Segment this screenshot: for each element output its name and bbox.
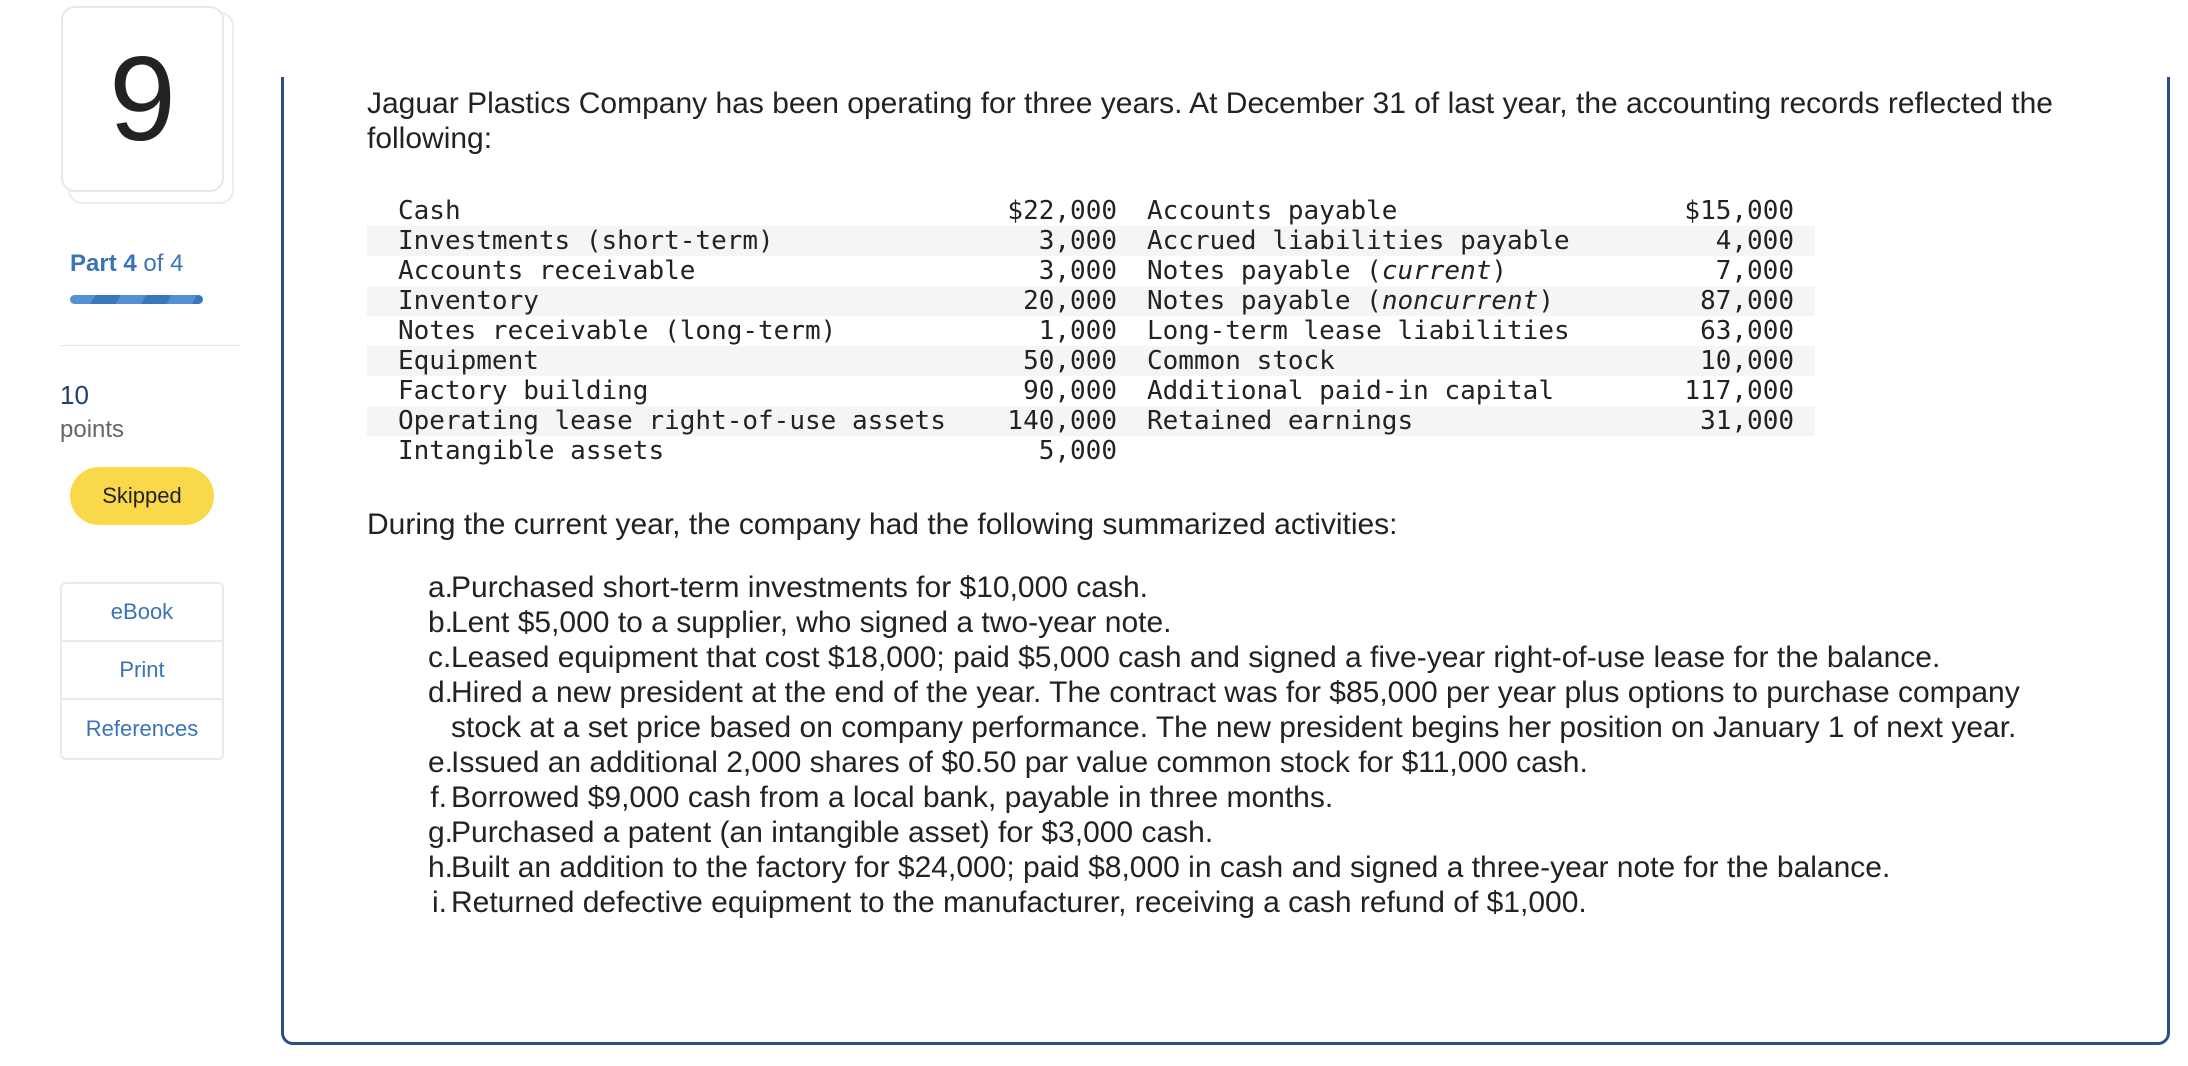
asset-account: Investments (short-term) (398, 226, 774, 256)
activity-marker: h. (428, 851, 454, 884)
activity-text: Purchased short-term investments for $10,000 cash. (451, 571, 1149, 604)
liability-equity-amount: 7,000 (1715, 256, 1794, 286)
references-link[interactable]: References (85, 716, 199, 741)
asset-account: Operating lease right-of-use assets (398, 406, 946, 436)
activity-text: Built an addition to the factory for $24,000; paid $8,000 in cash and signed a three-year note for the balance. (451, 851, 1891, 884)
activities-list (428, 570, 2068, 920)
liability-equity-account (1117, 256, 1659, 286)
table-row (367, 436, 1815, 466)
account-name: Accounts payable (1147, 196, 1398, 226)
liability-equity-account (1117, 316, 1659, 346)
activity-text: Leased equipment that cost $18,000; paid $5,000 cash and signed a five-year right-of-use lease for the balance. (451, 641, 1941, 674)
liability-equity-account (1117, 346, 1659, 376)
status-badge: Skipped (70, 467, 214, 525)
activity-text: Hired a new president at the end of the year. The contract was for $85,000 per year plus options to purchase company stock at a set price based on company performance. The new president begins her position on January 1 of next year. (451, 676, 2020, 744)
question-intro: Jaguar Plastics Company has been operating for three years. At December 31 of last year, the accounting records reflected the following: (367, 87, 2053, 155)
part-indicator (70, 250, 183, 278)
activity-item (428, 815, 2068, 850)
account-name: Common stock (1147, 346, 1335, 376)
activity-item (428, 850, 2068, 885)
liability-equity-amount: 4,000 (1715, 226, 1794, 256)
liability-equity-account (1117, 406, 1659, 436)
liability-equity-account (1117, 376, 1659, 406)
asset-account: Equipment (398, 346, 539, 376)
table-row (367, 196, 1815, 226)
account-name: Additional paid-in capital (1147, 376, 1554, 406)
asset-account: Factory building (398, 376, 649, 406)
activity-item (428, 675, 2068, 745)
liability-equity-amount: 117,000 (1684, 376, 1794, 406)
liability-equity-account (1117, 226, 1659, 256)
liability-equity-account (1117, 196, 1659, 226)
activity-item (428, 570, 2068, 605)
activity-marker: a. (428, 571, 454, 604)
asset-amount: 140,000 (1007, 406, 1117, 436)
activity-text: Lent $5,000 to a supplier, who signed a two-year note. (451, 606, 1172, 639)
activities-intro: During the current year, the company had the following summarized activities: (367, 508, 1398, 541)
activity-text: Issued an additional 2,000 shares of $0.50 par value common stock for $11,000 cash. (451, 746, 1588, 779)
asset-amount: 5,000 (1038, 436, 1117, 466)
asset-amount: 1,000 (1038, 316, 1117, 346)
asset-amount: $22,000 (1007, 196, 1117, 226)
activity-text: Borrowed $9,000 cash from a local bank, payable in three months. (451, 781, 1334, 814)
asset-account: Intangible assets (398, 436, 665, 466)
activity-item (428, 605, 2068, 640)
activity-text: Purchased a patent (an intangible asset) for $3,000 cash. (451, 816, 1214, 849)
table-row (367, 376, 1815, 406)
liability-equity-account (1117, 286, 1659, 316)
asset-amount: 3,000 (1038, 256, 1117, 286)
table-row (367, 346, 1815, 376)
activity-item (428, 745, 2068, 780)
print-link[interactable]: Print (62, 642, 222, 700)
liability-equity-amount: 63,000 (1700, 316, 1794, 346)
asset-amount: 90,000 (1023, 376, 1117, 406)
liability-equity-amount: 31,000 (1700, 406, 1794, 436)
paren: ) (1538, 286, 1555, 316)
table-row (367, 286, 1815, 316)
question-number: 9 (109, 32, 176, 166)
asset-amount: 3,000 (1038, 226, 1117, 256)
account-name: Notes payable ( (1147, 256, 1382, 286)
liability-equity-amount (1659, 436, 1815, 466)
activity-marker: c. (428, 641, 452, 674)
asset-account: Cash (398, 196, 461, 226)
activity-marker: e. (428, 746, 454, 779)
activity-item (428, 885, 2068, 920)
account-balances-table (367, 196, 1815, 466)
liability-equity-amount: $15,000 (1684, 196, 1794, 226)
account-qualifier: current (1381, 256, 1492, 286)
asset-amount: 50,000 (1023, 346, 1117, 376)
part-progress-bar (70, 295, 203, 304)
divider (60, 345, 240, 346)
liability-equity-amount: 10,000 (1700, 346, 1794, 376)
activity-marker: g. (428, 816, 454, 849)
activity-text: Returned defective equipment to the manufacturer, receiving a cash refund of $1,000. (451, 886, 1587, 919)
table-row (367, 256, 1815, 286)
question-number-card (61, 6, 224, 192)
account-name: Long-term lease liabilities (1147, 316, 1570, 346)
activity-marker: d. (428, 676, 454, 709)
asset-account: Accounts receivable (398, 256, 696, 286)
table-row (367, 316, 1815, 346)
account-name: Accrued liabilities payable (1147, 226, 1570, 256)
asset-amount: 20,000 (1023, 286, 1117, 316)
activity-item (428, 780, 2068, 815)
ebook-link[interactable]: eBook (62, 584, 222, 642)
account-qualifier: noncurrent (1381, 286, 1539, 316)
points-value: 10 (60, 380, 89, 410)
liability-equity-account (1117, 436, 1659, 466)
part-label: Part (70, 250, 117, 277)
part-total: of 4 (143, 250, 184, 277)
activity-marker: i. (432, 886, 447, 919)
resource-links (60, 582, 224, 760)
activity-marker: b. (428, 606, 454, 639)
asset-account: Notes receivable (long-term) (398, 316, 837, 346)
part-current: 4 (123, 250, 137, 277)
points-label: points (60, 416, 125, 443)
activity-item (428, 640, 2068, 675)
asset-account: Inventory (398, 286, 539, 316)
table-row (367, 406, 1815, 436)
table-row (367, 226, 1815, 256)
liability-equity-amount: 87,000 (1700, 286, 1794, 316)
account-name: Retained earnings (1147, 406, 1414, 436)
account-name: Notes payable ( (1147, 286, 1382, 316)
activity-marker: f. (430, 781, 447, 814)
paren: ) (1491, 256, 1508, 286)
